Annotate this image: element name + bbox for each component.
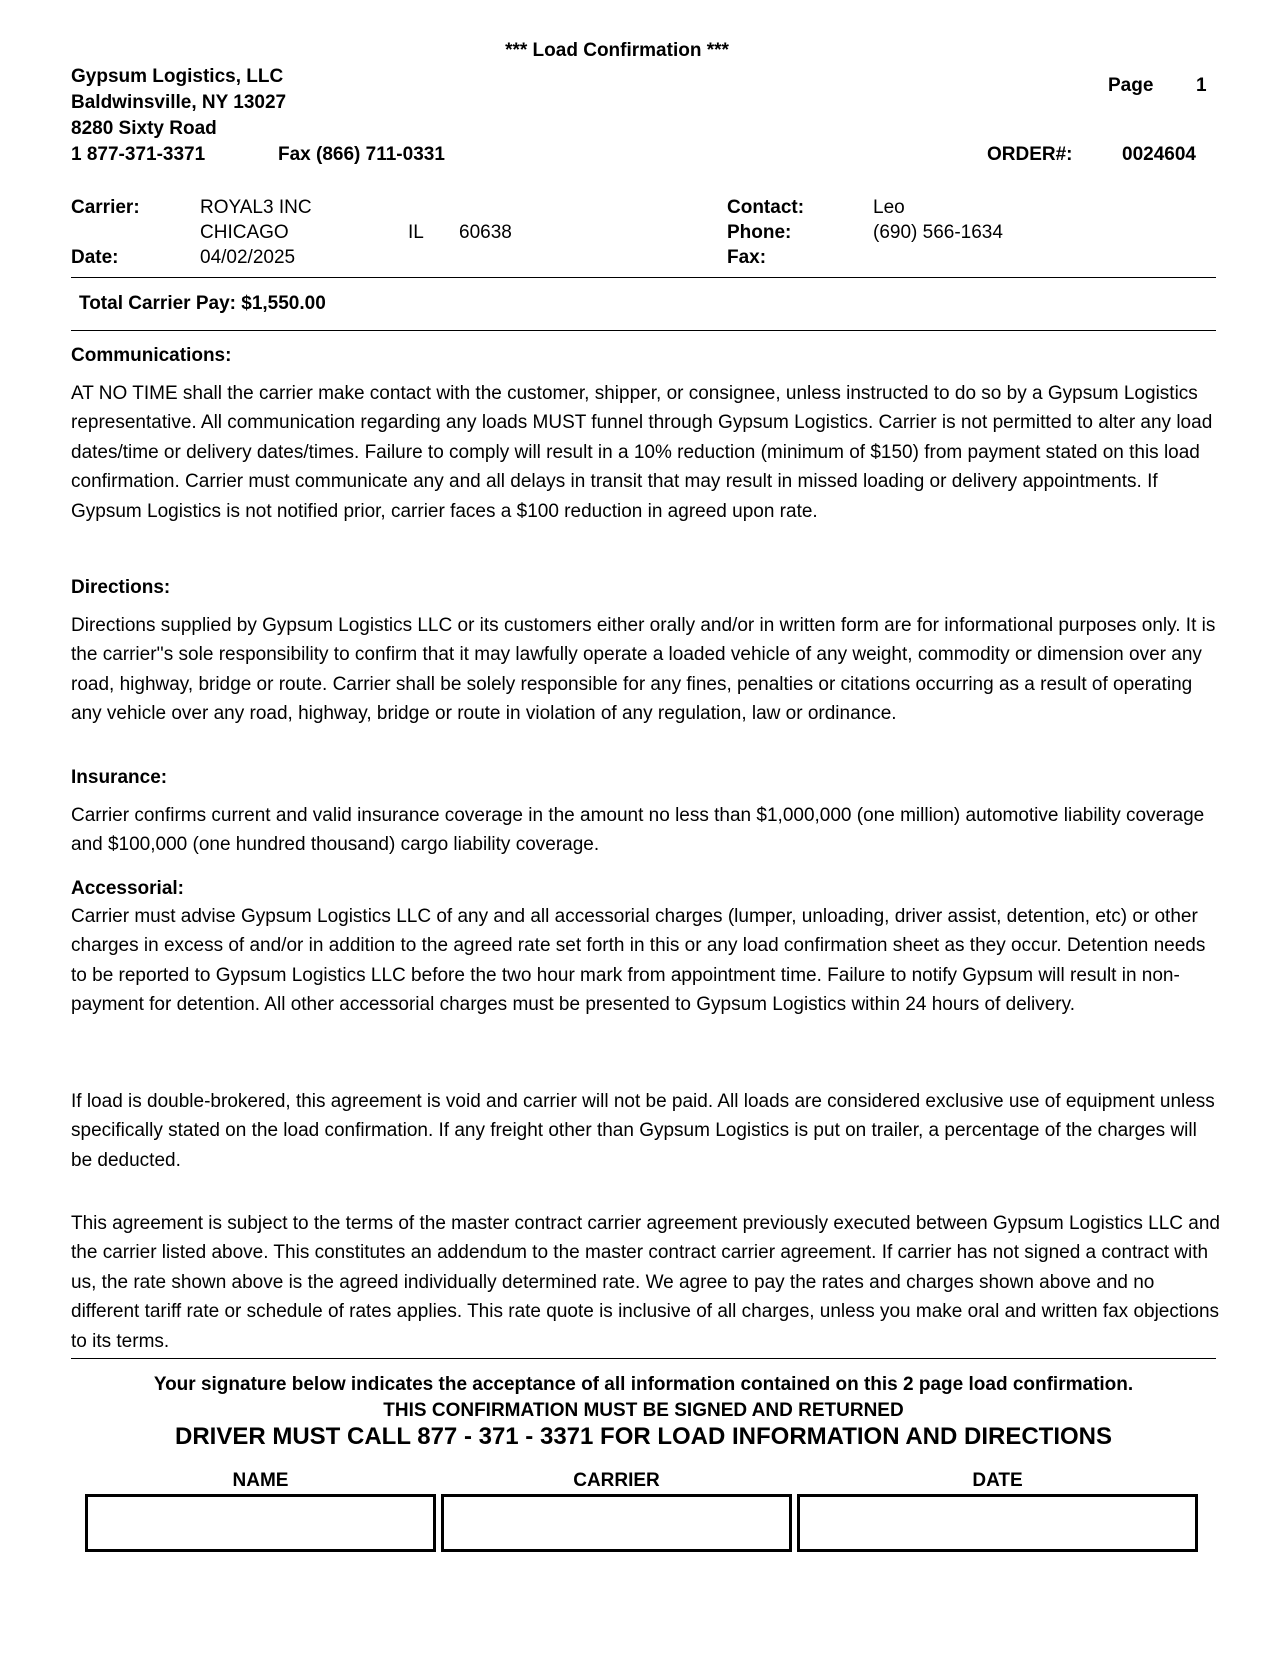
insurance-title: Insurance: bbox=[71, 767, 168, 788]
directions-title: Directions: bbox=[71, 577, 171, 598]
signature-carrier-box[interactable] bbox=[441, 1494, 792, 1552]
phone-label: Phone: bbox=[727, 222, 792, 243]
divider bbox=[71, 1358, 1216, 1359]
directions-text: Directions supplied by Gypsum Logistics LLC or its customers either orally and/or in written form are for informational purposes only. It is the carrier''s sole responsibility to confirm that it may lawfully operate a loaded vehicle of any weight, commodity or dimension over any road, highway, bridge or route. Carrier shall be solely responsible for any fines, penalties or citations occurring as a result of operating any vehicle over any road, highway, bridge or route in violation of any regulation, law or ordinance. bbox=[71, 615, 1216, 725]
date-label: Date: bbox=[71, 247, 119, 268]
order-label: ORDER#: bbox=[987, 144, 1073, 165]
signature-date-box[interactable] bbox=[797, 1494, 1198, 1552]
company-street: 8280 Sixty Road bbox=[71, 118, 217, 139]
agreement-text: This agreement is subject to the terms of the master contract carrier agreement previously executed between Gypsum Logistics LLC and the carrier listed above. This constitutes an addendum to the master contract carrier agreement. If carrier has not signed a contract with us, the rate shown above is the agreed individually determined rate. We agree to pay the rates and charges shown above and no different tariff rate or schedule of rates applies. This rate quote is inclusive of all charges, unless you make oral and written fax objections to its terms. bbox=[71, 1213, 1220, 1352]
signature-carrier-label: CARRIER bbox=[573, 1470, 660, 1491]
company-name: Gypsum Logistics, LLC bbox=[71, 66, 284, 87]
divider bbox=[71, 277, 1216, 278]
accessorial-text: Carrier must advise Gypsum Logistics LLC of any and all accessorial charges (lumper, unloading, driver assist, detention, etc) or other charges in excess of and/or in addition to the agreed rate set forth in this or any load confirmation sheet as they occur. Detention needs to be reported to Gypsum Logistics LLC before the two hour mark from appointment time. Failure to notify Gypsum will result in non-payment for detention. All other accessorial charges must be presented to Gypsum Logistics within 24 hours of delivery. bbox=[71, 906, 1206, 1016]
fax-label: Fax: bbox=[727, 247, 767, 268]
carrier-city: CHICAGO bbox=[200, 222, 289, 243]
company-phone: 1 877-371-3371 bbox=[71, 144, 206, 165]
total-carrier-pay: Total Carrier Pay: $1,550.00 bbox=[79, 293, 326, 314]
company-fax: Fax (866) 711-0331 bbox=[278, 144, 445, 165]
contact-value: Leo bbox=[873, 197, 905, 218]
page-number: 1 bbox=[1196, 75, 1207, 96]
carrier-zip: 60638 bbox=[459, 222, 512, 243]
driver-call-notice: DRIVER MUST CALL 877 - 371 - 3371 FOR LOAD INFORMATION AND DIRECTIONS bbox=[175, 1423, 1112, 1450]
carrier-name: ROYAL3 INC bbox=[200, 197, 312, 218]
signature-date-label: DATE bbox=[972, 1470, 1023, 1491]
date-value: 04/02/2025 bbox=[200, 247, 296, 268]
acceptance-notice: Your signature below indicates the acceptance of all information contained on this 2 page load confirmation. bbox=[153, 1374, 1134, 1395]
accessorial-title: Accessorial: bbox=[71, 878, 185, 899]
double-brokered-text: If load is double-brokered, this agreement is void and carrier will not be paid. All loads are considered exclusive use of equipment unless specifically stated on the load confirmation. If any freight other than Gypsum Logistics is put on trailer, a percentage of the charges will be deducted. bbox=[71, 1091, 1215, 1171]
carrier-state: IL bbox=[408, 222, 424, 243]
communications-text: AT NO TIME shall the carrier make contact with the customer, shipper, or consignee, unless instructed to do so by a Gypsum Logistics representative. All communication regarding any loads MUST funnel through Gypsum Logistics. Carrier is not permitted to alter any load dates/time or delivery dates/times. Failure to comply will result in a 10% reduction (minimum of $150) from payment stated on this load confirmation. Carrier must communicate any and all delays in transit that may result in missed loading or delivery appointments. If Gypsum Logistics is not notified prior, carrier faces a $100 reduction in agreed upon rate. bbox=[71, 383, 1213, 522]
contact-label: Contact: bbox=[727, 197, 805, 218]
carrier-label: Carrier: bbox=[71, 197, 140, 218]
signature-name-label: NAME bbox=[232, 1470, 289, 1491]
order-number: 0024604 bbox=[1122, 144, 1196, 165]
page-label: Page bbox=[1108, 75, 1154, 96]
divider bbox=[71, 330, 1216, 331]
signature-name-box[interactable] bbox=[85, 1494, 436, 1552]
document-title: *** Load Confirmation *** bbox=[505, 40, 729, 61]
phone-value: (690) 566-1634 bbox=[873, 222, 1003, 243]
insurance-text: Carrier confirms current and valid insurance coverage in the amount no less than $1,000,000 (one million) automotive liability coverage and $100,000 (one hundred thousand) cargo liability coverage. bbox=[71, 805, 1205, 856]
communications-title: Communications: bbox=[71, 345, 232, 366]
must-sign-notice: THIS CONFIRMATION MUST BE SIGNED AND RETURNED bbox=[383, 1400, 904, 1421]
company-city-state-zip: Baldwinsville, NY 13027 bbox=[71, 92, 287, 113]
